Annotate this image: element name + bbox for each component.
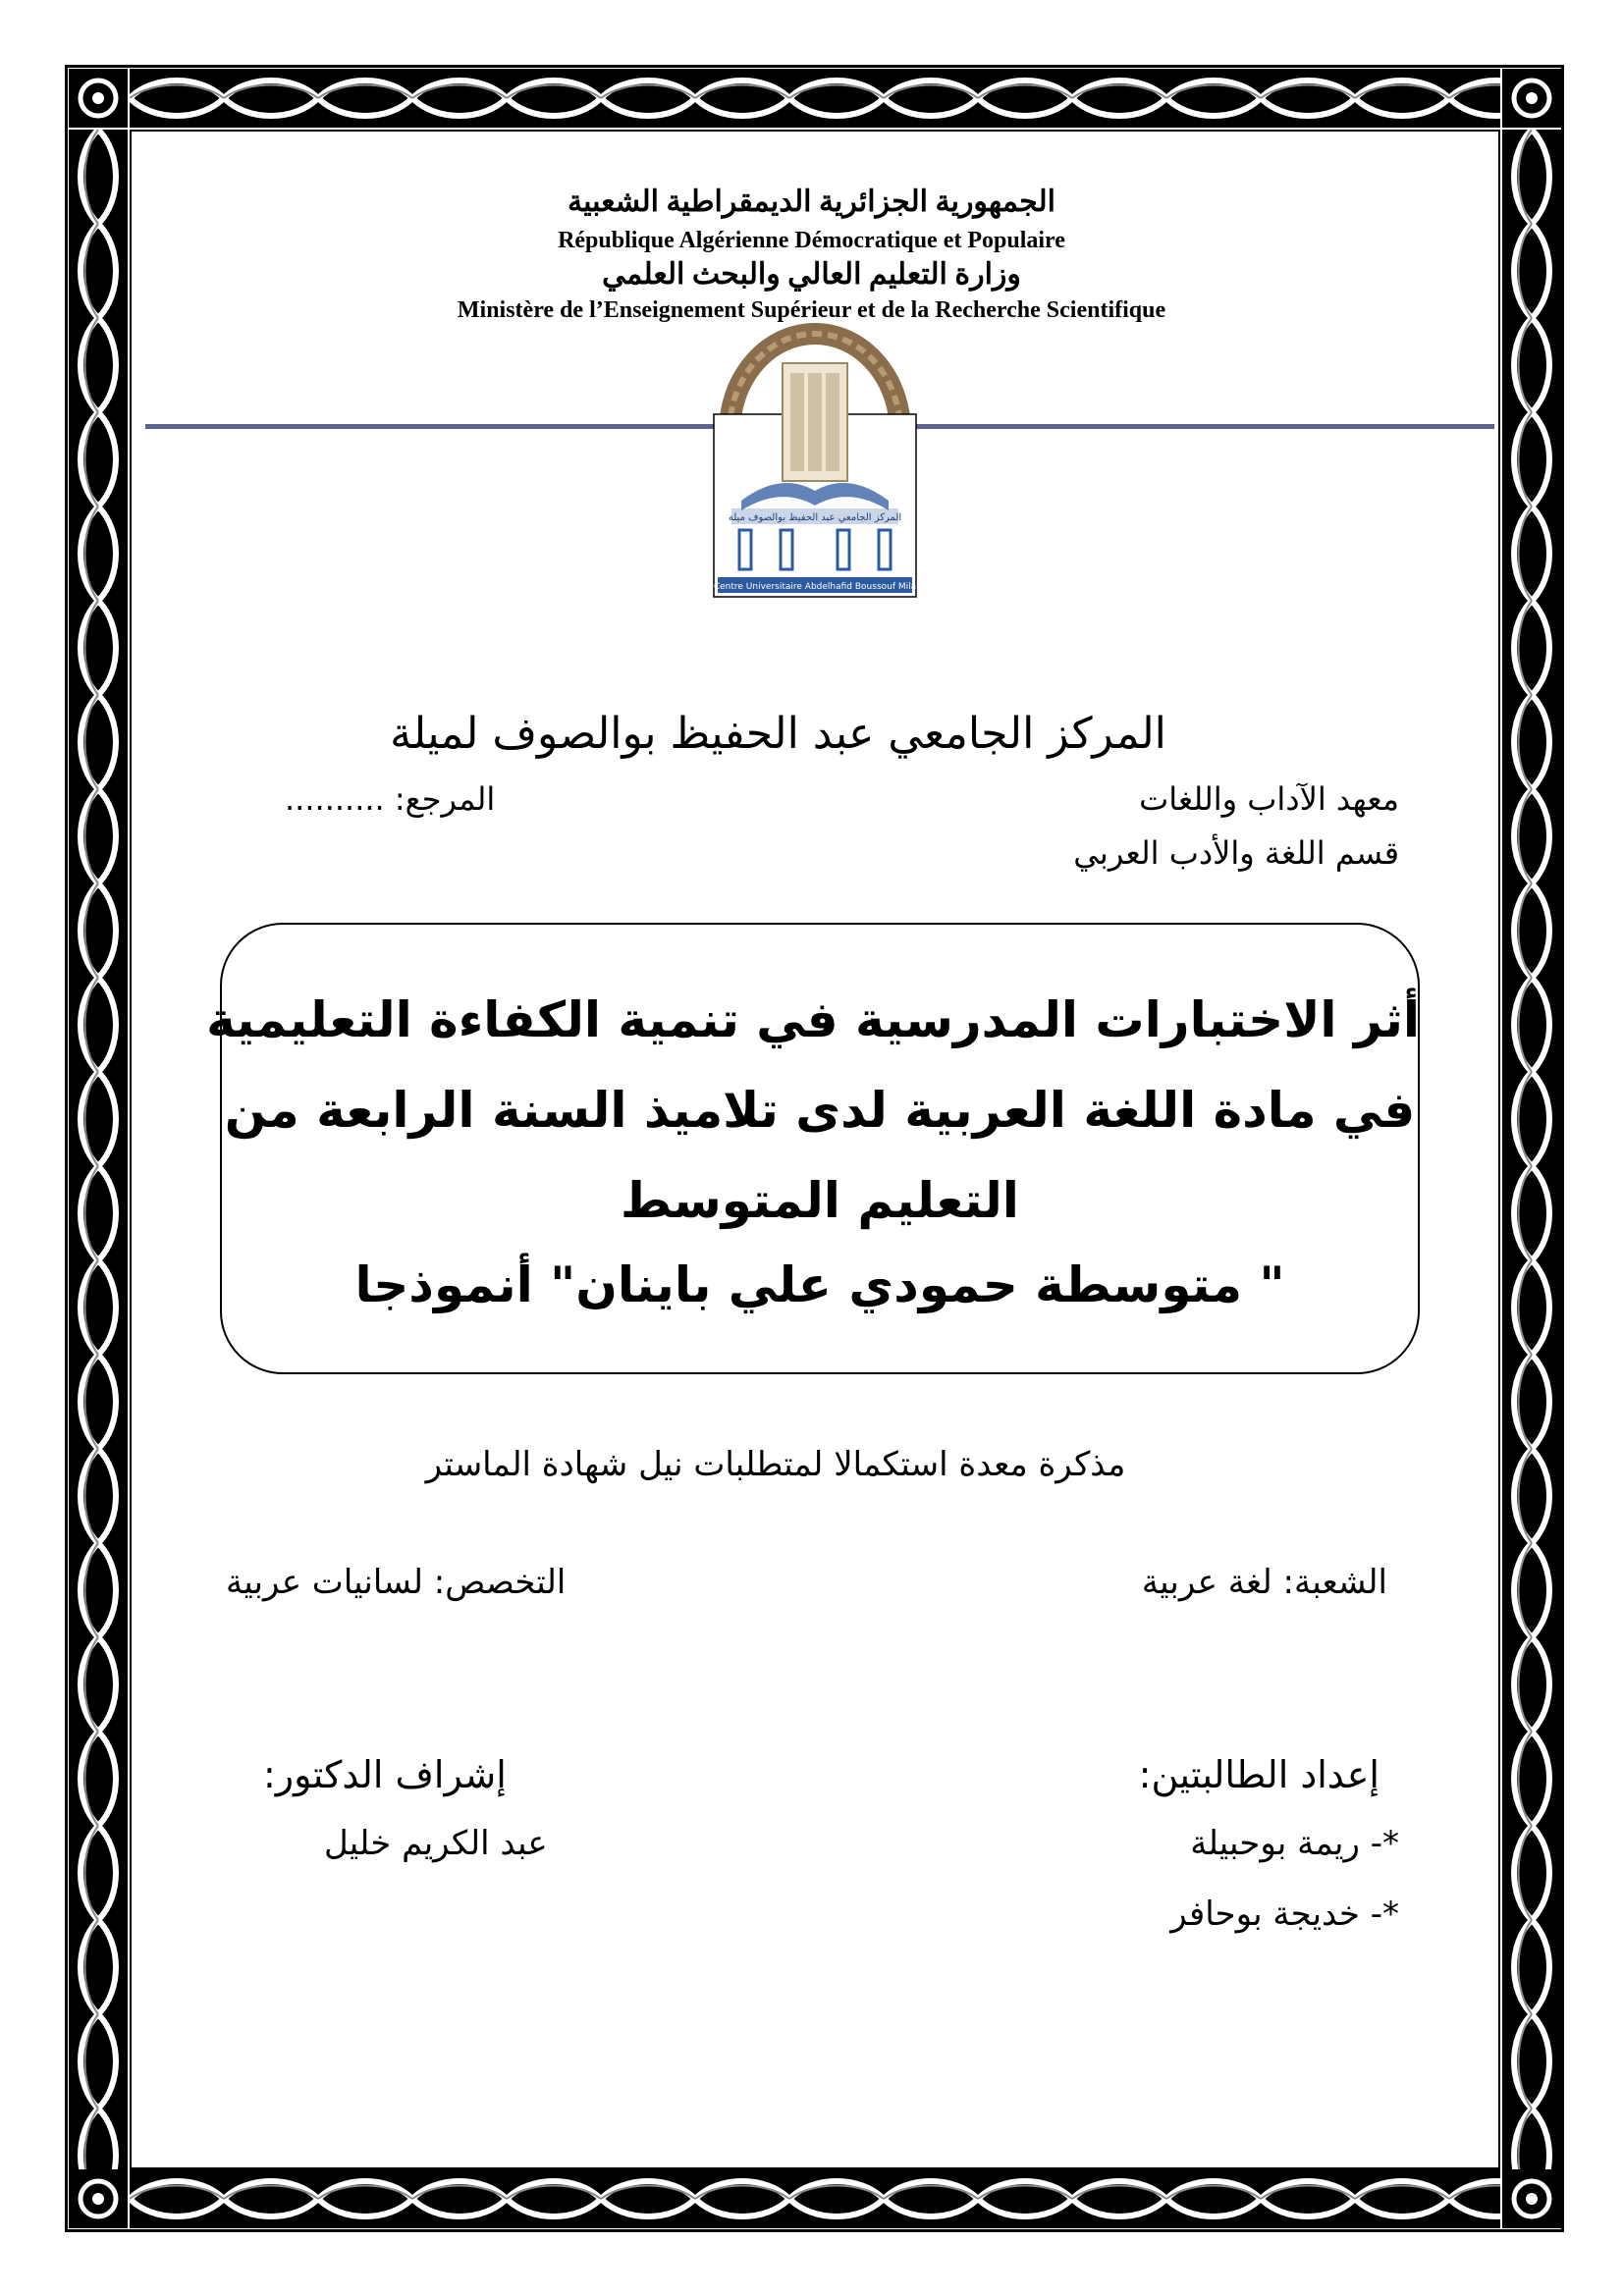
supervisor-name: عبد الكريم خليل — [324, 1824, 548, 1863]
institute-name: معهد الآداب واللغات — [1139, 780, 1399, 818]
header-arabic-republic: ﺍﻟﺠﻤﻬﻮﺭﻳﺔ ﺍﻟﺠﺰﺍﺋﺮﻳﺔ ﺍﻟﺪﻳﻤﻘﺮﺍﻃﻴﺔ ﺍﻟﺸﻌﺒﻴﺔ — [568, 186, 1055, 218]
university-logo — [712, 314, 918, 599]
thesis-title-line-2: في مادة اللغة العربية لدى تلاميذ السنة الرابعة من — [224, 1082, 1416, 1139]
header-arabic-ministry: ﻭﺯﺍﺭﺓ ﺍﻟﺘﻌﻠﻴﻢ ﺍﻟﻌﺎﻟﻲ ﻭﺍﻟﺒﺤﺚ ﺍﻟﻌﻠﻤﻲ — [602, 258, 1021, 291]
corner-ornament-icon — [69, 2169, 128, 2228]
branch-field: الشعبة: لغة عربية — [1141, 1563, 1387, 1602]
border-band-right — [1502, 130, 1561, 2169]
student-name: *- خديجة بوحافر — [1170, 1895, 1399, 1934]
header-french-ministry: Ministère de l’Enseignement Supérieur et de la Recherche Scientifique — [457, 297, 1166, 323]
corner-ornament-icon — [1502, 2169, 1561, 2228]
memo-statement: مذكرة معدة استكمالا لمتطلبات نيل شهادة الماستر — [425, 1445, 1126, 1484]
header-french-republic: République Algérienne Démocratique et Populaire — [558, 228, 1065, 253]
border-band-left — [69, 130, 128, 2169]
border-band-top — [130, 69, 1500, 128]
student-name: *- ريمة بوحبيلة — [1190, 1824, 1399, 1863]
reference-field: المرجع: .......... — [285, 780, 496, 818]
specialty-field: التخصص: لسانيات عربية — [226, 1563, 567, 1602]
thesis-title-line-1: أثر الاختبارات المدرسية في تنمية الكفاءة التعليمية — [206, 991, 1420, 1048]
prepared-by-label: إعداد الطالبتين: — [1138, 1753, 1380, 1796]
thesis-title-line-4: " متوسطة حمودي علي باينان" أنموذجا — [354, 1256, 1285, 1313]
logo-caption: Centre Universitaire Abdelhafid Boussouf Mila — [713, 582, 917, 592]
corner-ornament-icon — [1502, 69, 1561, 128]
department-name: قسم اللغة والأدب العربي — [1073, 834, 1399, 872]
logo-ribbon-text: المركز الجامعي عبد الحفيظ بوالصوف ميلة — [728, 512, 902, 523]
border-band-bottom — [130, 2169, 1500, 2228]
thesis-title-line-3: التعليم المتوسط — [621, 1172, 1019, 1229]
supervision-label: إشراف الدكتور: — [263, 1753, 507, 1796]
corner-ornament-icon — [69, 69, 128, 128]
university-center-name: المركز الجامعي عبد الحفيظ بوالصوف لميلة — [390, 709, 1166, 759]
